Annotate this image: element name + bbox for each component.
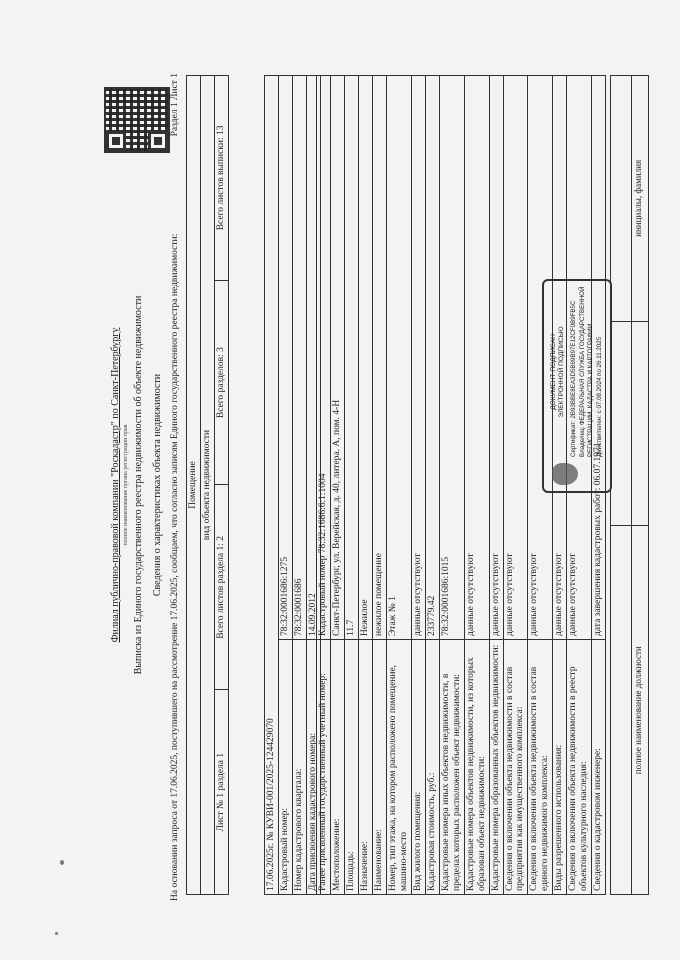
- row-value: данные отсутствуют: [411, 76, 425, 640]
- table-row: [411, 76, 425, 895]
- request-basis: На основании запроса от 17.06.2025, поступившего на рассмотрение 17.06.2025, сообщаем, что согласно записям Единого государственного реестра недвижимости:: [170, 233, 180, 901]
- meta-table: [264, 75, 321, 895]
- row-label: Сведения о включении объекта недвижимости в состав предприятия как имущественного комплекса:: [503, 640, 528, 895]
- electronic-signature-stamp: [542, 279, 612, 493]
- row-value: данные отсутствуют: [464, 76, 489, 640]
- table-row: [503, 76, 528, 895]
- meta-row: [265, 76, 279, 895]
- table-row: [331, 76, 345, 895]
- stamp-title-line: ЭЛЕКТРОННОЙ ПОДПИСЬЮ: [557, 326, 565, 418]
- stamp-title-line: ДОКУМЕНТ ПОДПИСАН: [550, 334, 557, 410]
- table-row: [387, 76, 412, 895]
- row-value: Санкт-Петербург, ул. Верейская, д. 40, литера. А, пом. 4-Н: [331, 76, 345, 640]
- row-label: Кадастровые номера образованных объектов недвижимости:: [489, 640, 503, 895]
- row-label: Сведения о кадастровом инженере:: [592, 640, 606, 895]
- scan-speck: [55, 932, 58, 935]
- row-label: Ранее присвоенный государственный учетный номер:: [317, 640, 331, 895]
- signature-field: [611, 321, 632, 526]
- row-label: Сведения о включении объекта недвижимости в состав единого недвижимого комплекса:: [528, 640, 553, 895]
- table-row: [373, 76, 387, 895]
- row-label: Кадастровые номера иных объектов недвижимости, в пределах которых расположен объект недвижимости:: [439, 640, 464, 895]
- row-label: Сведения о включении объекта недвижимости в реестр объектов культурного наследия:: [567, 640, 592, 895]
- table-row: [317, 76, 331, 895]
- table-row: [345, 76, 359, 895]
- row-label: Кадастровая стоимость, руб.:: [425, 640, 439, 895]
- meta-value: 78:32:0001686: [293, 76, 307, 640]
- row-label: Виды разрешенного использования:: [553, 640, 567, 895]
- org-name-caption: полное наименование органа регистрации прав: [123, 424, 129, 546]
- table-row: [425, 76, 439, 895]
- sheets-in-section: Всего листов раздела 1: 2: [215, 485, 229, 690]
- table-row: [489, 76, 503, 895]
- meta-label: Кадастровый номер:: [279, 640, 293, 895]
- meta-label: Дата присвоения кадастрового номера:: [307, 640, 321, 895]
- row-value: данные отсутствуют: [528, 76, 553, 640]
- name-field: [611, 76, 632, 322]
- object-type-table: [186, 75, 229, 895]
- row-value: Кадастровый номер 78:32:1686:6:1:1004: [317, 76, 331, 640]
- meta-row: [293, 76, 307, 895]
- row-value: Этаж № 1: [387, 76, 412, 640]
- row-value: данные отсутствуют: [553, 76, 567, 640]
- object-type: Помещение: [187, 76, 201, 895]
- document-page: [90, 65, 650, 905]
- meta-row: [279, 76, 293, 895]
- row-label: Номер, тип этажа, на котором расположено помещение, машино-место: [387, 640, 412, 895]
- meta-value: 78:32:0001686:1275: [279, 76, 293, 640]
- org-name: Филиал публично-правовой компании "Роскадастр" по Санкт-Петербургу: [110, 327, 121, 643]
- meta-label: Номер кадастрового квартала:: [293, 640, 307, 895]
- stamp-title: [550, 287, 566, 457]
- row-label: Местоположение:: [331, 640, 345, 895]
- meta-label: 17.06.2025г. № КУВИ-001/2025-124429070: [265, 76, 279, 895]
- row-value: 233779.42: [425, 76, 439, 640]
- document-title: Выписка из Единого государственного реестра недвижимости об объекте недвижимости: [133, 295, 144, 675]
- row-value: нежилое помещение: [373, 76, 387, 640]
- row-label: Площадь:: [345, 640, 359, 895]
- coat-of-arms-icon: [552, 463, 578, 485]
- row-value: 11.7: [345, 76, 359, 640]
- table-row: [359, 76, 373, 895]
- row-value: Нежилое: [359, 76, 373, 640]
- scan-speck: [60, 860, 64, 865]
- stamp-owner-continued: РЕГИСТРАЦИИ, КАДАСТРА И КАРТОГРАФИИ: [587, 323, 594, 457]
- position-field: [611, 526, 632, 895]
- row-label: Назначение:: [359, 640, 373, 895]
- table-row: [439, 76, 464, 895]
- row-value: 78:32:0001686:1015: [439, 76, 464, 640]
- sheet-number: Лист № 1 раздела 1: [215, 690, 229, 895]
- document-subtitle: Сведения о характеристиках объекта недвижимости: [152, 373, 163, 597]
- row-value: данные отсутствуют: [503, 76, 528, 640]
- table-row: [464, 76, 489, 895]
- meta-value: 14.09.2012: [307, 76, 321, 640]
- sections-total: Всего разделов: 3: [215, 280, 229, 485]
- stamp-certificate: Сертификат: 2B93BBE8EA3D5B69B97E12CF0B9FB5C: [570, 300, 577, 457]
- sheets-total: Всего листов выписки: 13: [215, 76, 229, 281]
- row-value: дата завершения кадастровых работ: 06.07.1971: [592, 76, 606, 640]
- row-label: Наименование:: [373, 640, 387, 895]
- section-label: Раздел 1 Лист 1: [170, 73, 180, 137]
- qr-code: [104, 87, 170, 153]
- row-label: Кадастровые номера объектов недвижимости, из которых образован объект недвижимости:: [464, 640, 489, 895]
- stamp-validity: Действителен: с 07.08.2024 по 26.11.2025: [596, 336, 603, 457]
- position-caption: полное наименование должности: [632, 526, 649, 895]
- row-label: Вид жилого помещения:: [411, 640, 425, 895]
- object-type-caption: вид объекта недвижимости: [201, 76, 215, 895]
- signature-caption-blank: [632, 321, 649, 526]
- name-caption: инициалы, фамилия: [632, 76, 649, 322]
- row-value: данные отсутствуют: [489, 76, 503, 640]
- stamp-owner: Владелец: ФЕДЕРАЛЬНАЯ СЛУЖБА ГОСУДАРСТВЕННОЙ: [579, 286, 586, 457]
- row-value: данные отсутствуют: [567, 76, 592, 640]
- signature-table: [610, 75, 649, 895]
